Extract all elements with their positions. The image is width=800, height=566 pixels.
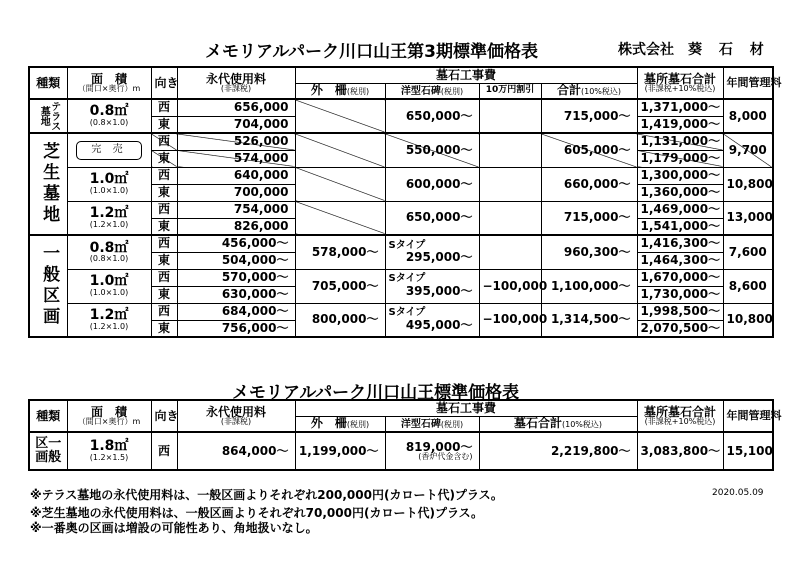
shiba-1-annual: 10,800 xyxy=(723,167,773,201)
terrace-area: 0.8㎡ (0.8×1.0) xyxy=(67,99,151,133)
header-koji: 墓石工事費 xyxy=(295,67,637,83)
shiba-2-sum-east: 1,541,000～ xyxy=(637,218,723,235)
ippan-0-eitai-west: 456,000～ xyxy=(177,235,295,252)
shiba-0-sum-east: 1,179,000～ xyxy=(637,150,723,167)
t2-fence: 1,199,000～ xyxy=(295,432,385,470)
shiba-0-stone: 550,000～ xyxy=(385,133,479,167)
shiba-2-stone: 650,000～ xyxy=(385,201,479,235)
shiba-1-stone: 600,000～ xyxy=(385,167,479,201)
header-eitai: 永代使用料 (非課税) xyxy=(177,67,295,99)
date: 2020.05.09 xyxy=(712,488,764,498)
ippan-2-annual: 10,800 xyxy=(723,303,773,337)
ippan-0-fence: 578,000～ xyxy=(295,235,385,269)
t2-eitai: 864,000～ xyxy=(177,432,295,470)
ippan-2-sum-west: 1,998,500～ xyxy=(637,303,723,320)
t2-header-total: 墓石合計(10%税込) xyxy=(479,416,637,432)
shiba-2-discount xyxy=(479,201,541,235)
ippan-1-fence: 705,000～ xyxy=(295,269,385,303)
ippan-2-discount: −100,000 xyxy=(479,303,541,337)
header-grave-total: 墓所墓石合計 (非課税+10%税込) xyxy=(637,67,723,99)
ippan-1-stone: Sタイプ 395,000～ xyxy=(385,269,479,303)
ippan-2-fence: 800,000～ xyxy=(295,303,385,337)
t2-header-stone: 洋型石碑(税別) xyxy=(385,416,479,432)
header-fence: 外 柵(税別) xyxy=(295,83,385,99)
shiba-2-eitai-east: 826,000 xyxy=(177,218,295,235)
shiba-0-annual: 9,700 xyxy=(723,133,773,167)
note-terrace: ※テラス墓地の永代使用料は、一般区画よりそれぞれ200,000円(カロート代)プラス。 xyxy=(30,488,503,502)
ippan-2-sum-east: 2,070,500～ xyxy=(637,320,723,337)
shiba-1-total: 660,000～ xyxy=(541,167,637,201)
t2-annual: 15,100 xyxy=(723,432,773,470)
terrace-annual: 8,000 xyxy=(723,99,773,133)
t2-dir: 西 xyxy=(151,432,177,470)
shiba-2-dir-east: 東 xyxy=(151,218,177,235)
company-name: 株式会社 葵 石 材 xyxy=(618,42,764,58)
ippan-0-sum-east: 1,464,300～ xyxy=(637,252,723,269)
ippan-2-eitai-west: 684,000～ xyxy=(177,303,295,320)
shiba-2-sum-west: 1,469,000～ xyxy=(637,201,723,218)
shiba-1-eitai-east: 700,000 xyxy=(177,184,295,201)
terrace-eitai-east: 704,000 xyxy=(177,116,295,133)
ippan-0-area: 0.8㎡ (0.8×1.0) xyxy=(67,235,151,269)
shiba-sold-out: 完 売 xyxy=(67,133,151,167)
shiba-1-sum-west: 1,300,000～ xyxy=(637,167,723,184)
shiba-1-dir-east: 東 xyxy=(151,184,177,201)
terrace-dir-west: 西 xyxy=(151,99,177,116)
terrace-label: 墓地テラス xyxy=(29,99,67,133)
header-direction: 向き xyxy=(151,67,177,99)
ippan-1-dir-east: 東 xyxy=(151,286,177,303)
shiba-0-sum-west: 1,131,000～ xyxy=(637,133,723,150)
ippan-0-stone: Sタイプ 295,000～ xyxy=(385,235,479,269)
t2-header-type: 種類 xyxy=(29,400,67,432)
t2-header-grave-total: 墓所墓石合計 (非課税+10%税込) xyxy=(637,400,723,432)
shiba-2-eitai-west: 754,000 xyxy=(177,201,295,218)
ippan-1-total: 1,100,000～ xyxy=(541,269,637,303)
t2-header-fence: 外 柵(税別) xyxy=(295,416,385,432)
shiba-0-fence-na xyxy=(295,133,385,167)
note-shiba: ※芝生墓地の永代使用料は、一般区画よりそれぞれ70,000円(カロート代)プラス。 xyxy=(30,506,483,520)
t2-type: 区一画般 xyxy=(29,432,67,470)
ippan-2-dir-west: 西 xyxy=(151,303,177,320)
ippan-2-dir-east: 東 xyxy=(151,320,177,337)
shiba-1-discount xyxy=(479,167,541,201)
terrace-dir-east: 東 xyxy=(151,116,177,133)
ippan-0-eitai-east: 504,000～ xyxy=(177,252,295,269)
ippan-label: 一般区画 xyxy=(29,235,67,337)
shiba-2-fence-na xyxy=(295,201,385,235)
terrace-stone: 650,000～ xyxy=(385,99,479,133)
price-table-title: メモリアルパーク川口山王第3期標準価格表 xyxy=(205,42,538,62)
shiba-label: 芝生墓地 xyxy=(29,133,67,235)
header-discount: 10万円割引 xyxy=(479,83,541,99)
shiba-0-eitai-west: 526,000 xyxy=(177,133,295,150)
t2-header-area: 面 積 （間口×奥行）m xyxy=(67,400,151,432)
ippan-1-sum-west: 1,670,000～ xyxy=(637,269,723,286)
ippan-0-discount xyxy=(479,235,541,269)
shiba-1-sum-east: 1,360,000～ xyxy=(637,184,723,201)
ippan-1-annual: 8,600 xyxy=(723,269,773,303)
shiba-0-dir-west: 西 xyxy=(151,133,177,150)
ippan-0-total: 960,300～ xyxy=(541,235,637,269)
shiba-2-area: 1.2㎡ (1.2×1.0) xyxy=(67,201,151,235)
t2-header-koji: 墓石工事費 xyxy=(295,400,637,416)
ippan-2-eitai-east: 756,000～ xyxy=(177,320,295,337)
shiba-1-area: 1.0㎡ (1.0×1.0) xyxy=(67,167,151,201)
terrace-sum-west: 1,371,000～ xyxy=(637,99,723,116)
t2-header-direction: 向き xyxy=(151,400,177,432)
t2-header-annual-fee: 年間管理料 xyxy=(723,400,773,432)
t2-area: 1.8㎡ (1.2×1.5) xyxy=(67,432,151,470)
terrace-fence-na xyxy=(295,99,385,133)
ippan-2-area: 1.2㎡ (1.2×1.0) xyxy=(67,303,151,337)
ippan-1-eitai-west: 570,000～ xyxy=(177,269,295,286)
ippan-1-area: 1.0㎡ (1.0×1.0) xyxy=(67,269,151,303)
header-area: 面 積 （間口×奥行）m xyxy=(67,67,151,99)
t2-grave-total: 3,083,800～ xyxy=(637,432,723,470)
header-type: 種類 xyxy=(29,67,67,99)
shiba-0-dir-east: 東 xyxy=(151,150,177,167)
shiba-2-annual: 13,000 xyxy=(723,201,773,235)
ippan-0-sum-west: 1,416,300～ xyxy=(637,235,723,252)
terrace-eitai-west: 656,000 xyxy=(177,99,295,116)
shiba-1-eitai-west: 640,000 xyxy=(177,167,295,184)
price-table-phase3 xyxy=(28,66,782,338)
shiba-2-total: 715,000～ xyxy=(541,201,637,235)
ippan-1-discount: −100,000 xyxy=(479,269,541,303)
t2-stone: 819,000～ (香炉代金含む) xyxy=(385,432,479,470)
shiba-0-eitai-east: 574,000 xyxy=(177,150,295,167)
shiba-1-fence-na xyxy=(295,167,385,201)
shiba-0-total: 605,000～ xyxy=(541,133,637,167)
price-table-standard xyxy=(28,399,782,471)
header-stone: 洋型石碑(税別) xyxy=(385,83,479,99)
ippan-1-sum-east: 1,730,000～ xyxy=(637,286,723,303)
shiba-1-dir-west: 西 xyxy=(151,167,177,184)
note-corner: ※一番奥の区画は増設の可能性あり、角地扱いなし。 xyxy=(30,521,318,535)
terrace-sum-east: 1,419,000～ xyxy=(637,116,723,133)
ippan-2-total: 1,314,500～ xyxy=(541,303,637,337)
ippan-0-annual: 7,600 xyxy=(723,235,773,269)
header-total: 合計(10%税込) xyxy=(541,83,637,99)
standard-table-title: メモリアルパーク川口山王標準価格表 xyxy=(232,383,520,403)
ippan-1-dir-west: 西 xyxy=(151,269,177,286)
shiba-2-dir-west: 西 xyxy=(151,201,177,218)
ippan-1-eitai-east: 630,000～ xyxy=(177,286,295,303)
ippan-0-dir-east: 東 xyxy=(151,252,177,269)
ippan-2-stone: Sタイプ 495,000～ xyxy=(385,303,479,337)
terrace-total: 715,000～ xyxy=(541,99,637,133)
header-annual-fee: 年間管理料 xyxy=(723,67,773,99)
t2-header-eitai: 永代使用料 (非課税) xyxy=(177,400,295,432)
shiba-0-discount xyxy=(479,133,541,167)
ippan-0-dir-west: 西 xyxy=(151,235,177,252)
t2-total: 2,219,800～ xyxy=(479,432,637,470)
terrace-discount xyxy=(479,99,541,133)
